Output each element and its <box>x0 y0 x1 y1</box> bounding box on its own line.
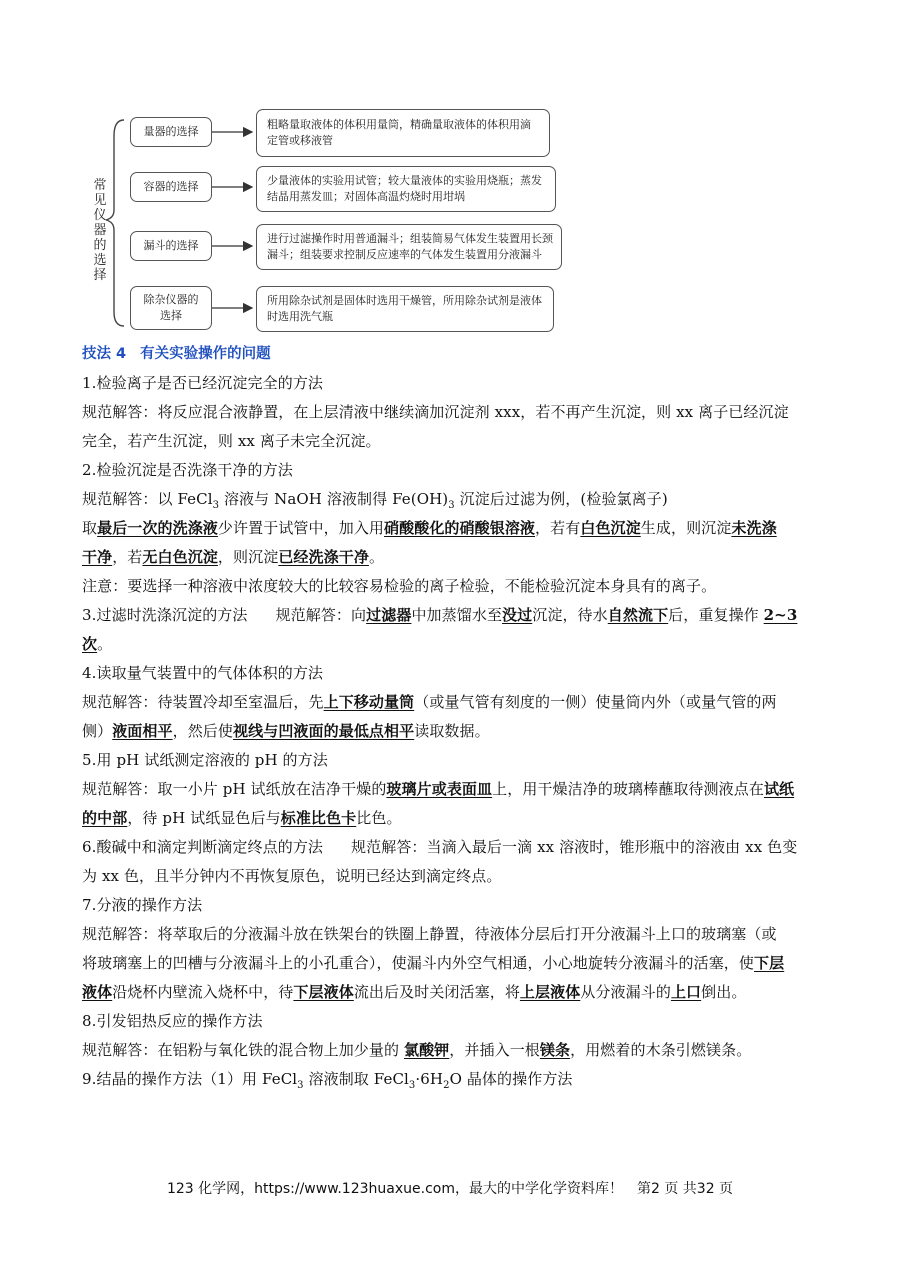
description-box-funnel <box>256 224 562 270</box>
item-3-line1: 3.过滤时洗涤沉淀的方法 规范解答：向过滤器中加蒸馏水至没过沉淀，待水自然流下后，重复操作 2~3 <box>82 606 798 624</box>
description-box-purification <box>256 286 554 332</box>
category-label-line2: 选择 <box>160 309 182 322</box>
item-7-answer-line1: 规范解答：将萃取后的分液漏斗放在铁架台的铁圈上静置，待液体分层后打开分液漏斗上口的玻璃塞（或 <box>82 925 777 943</box>
instrument-selection-diagram <box>84 106 564 334</box>
footer-site-text: 123 化学网，https://www.123huaxue.com，最大的中学化学资料库！ <box>166 1181 623 1197</box>
category-box-measuring <box>130 117 212 147</box>
item-2-title: 2.检验沉淀是否洗涤干净的方法 <box>82 461 293 479</box>
item-4-title: 4.读取量气装置中的气体体积的方法 <box>82 664 324 682</box>
item-2-intro: 规范解答：以 FeCl$_3$ 溶液与 NaOH 溶液制得 $Fe(OH)_3$ 沉淀后过滤为例，(检验氯离子) <box>82 490 668 511</box>
category-label: 容器的选择 <box>143 180 199 193</box>
item-7-title: 7.分液的操作方法 <box>82 896 203 914</box>
item-6-line2: 为 xx 色，且半分钟内不再恢复原色，说明已经达到滴定终点。 <box>82 867 502 885</box>
category-label: 量器的选择 <box>143 125 199 138</box>
item-5-title: 5.用 pH 试纸测定溶液的 pH 的方法 <box>82 751 328 769</box>
item-1-title: 1.检验离子是否已经沉淀完全的方法 <box>82 374 324 392</box>
category-box-purification <box>130 286 212 330</box>
item-5-answer-line2: 的中部，待 pH 试纸显色后与标准比色卡比色。 <box>82 809 402 827</box>
item-4-answer-line2: 侧）液面相平，然后使视线与凹液面的最低点相平读取数据。 <box>82 722 490 740</box>
item-2-answer-line2: 干净，若无白色沉淀，则沉淀已经洗涤干净。 <box>82 548 385 566</box>
item-7-answer-line2: 将玻璃塞上的凹槽与分液漏斗上的小孔重合），使漏斗内外空气相通，小心地旋转分液漏斗的活塞，使下层 <box>82 954 785 972</box>
category-box-container <box>130 172 212 202</box>
item-3-line2: 次。 <box>82 635 113 653</box>
item-4-answer-line1: 规范解答：待装置冷却至室温后，先上下移动量筒（或量气管有刻度的一侧）使量筒内外（或量气管的两 <box>82 693 777 711</box>
item-8-answer: 规范解答：在铝粉与氧化铁的混合物上加少量的 氯酸钾，并插入一根镁条，用燃着的木条引燃镁条。 <box>82 1041 752 1059</box>
category-label-line1: 除杂仪器的 <box>143 293 199 306</box>
item-2-answer-line1: 取最后一次的洗涤液少许置于试管中，加入用硝酸酸化的硝酸银溶液，若有白色沉淀生成，则沉淀未洗涤 <box>82 519 777 537</box>
category-box-funnel <box>130 231 212 261</box>
item-9-title: 9.结晶的操作方法（1）用 FeCl$_3$ 溶液制取 $FeCl_3\cdot 6H_2O$ 晶体的操作方法 <box>82 1070 573 1091</box>
item-2-note: 注意：要选择一种溶液中浓度较大的比较容易检验的离子检验，不能检验沉淀本身具有的离子。 <box>82 577 717 595</box>
description-text: 粗略量取液体的体积用量筒，精确量取液体的体积用滴定管或移液管 <box>267 118 531 147</box>
item-5-answer-line1: 规范解答：取一小片 pH 试纸放在洁净干燥的玻璃片或表面皿上，用干燥洁净的玻璃棒蘸取待测液点在试纸 <box>82 780 795 798</box>
main-text <box>82 340 822 1094</box>
description-box-measuring <box>256 109 550 157</box>
description-box-container <box>256 166 556 212</box>
diagram-vertical-title: 常见仪器的选择 <box>93 178 107 283</box>
item-6-line1: 6.酸碱中和滴定判断滴定终点的方法 规范解答：当滴入最后一滴 xx 溶液时，锥形瓶中的溶液由 xx 色变 <box>82 838 798 856</box>
page-number: 第2 页 共32 页 <box>636 1181 734 1197</box>
section-heading <box>82 340 822 369</box>
heading-prefix: 技法 4 <box>82 346 127 362</box>
description-text: 进行过滤操作时用普通漏斗；组装简易气体发生装置用长颈漏斗；组装要求控制反应速率的气体发生装置用分液漏斗 <box>267 232 553 261</box>
item-1-answer-line1: 规范解答：将反应混合液静置，在上层清液中继续滴加沉淀剂 xxx，若不再产生沉淀，则 xx 离子已经沉淀 <box>82 403 789 421</box>
item-1-answer-line2: 完全，若产生沉淀，则 xx 离子未完全沉淀。 <box>82 432 381 450</box>
category-label: 漏斗的选择 <box>143 239 199 252</box>
page-footer <box>0 1178 900 1198</box>
item-7-answer-line3: 液体沿烧杯内壁流入烧杯中，待下层液体流出后及时关闭活塞，将上层液体从分液漏斗的上口倒出。 <box>82 983 747 1001</box>
heading-title: 有关实验操作的问题 <box>140 346 271 362</box>
description-text: 少量液体的实验用试管；较大量液体的实验用烧瓶；蒸发结晶用蒸发皿；对固体高温灼烧时用坩埚 <box>267 174 542 203</box>
description-text: 所用除杂试剂是固体时选用干燥管，所用除杂试剂是液体时选用洗气瓶 <box>267 294 542 323</box>
item-8-title: 8.引发铝热反应的操作方法 <box>82 1012 263 1030</box>
